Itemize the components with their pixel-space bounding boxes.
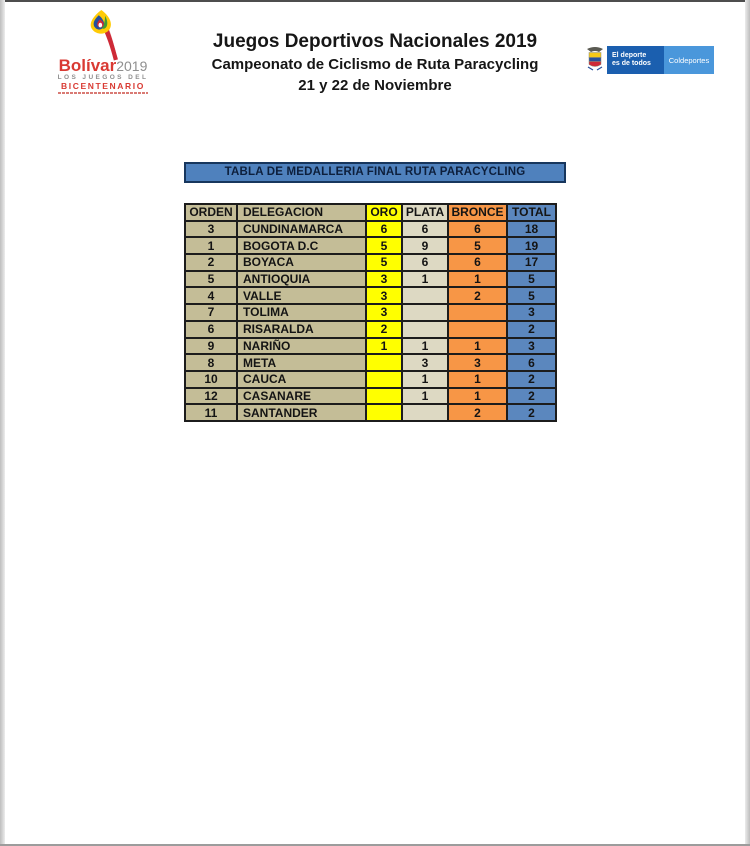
- torch-flame-icon: [66, 10, 144, 62]
- medal-table: [184, 203, 557, 422]
- cell-plata: [402, 404, 448, 421]
- coldeportes-slogan-line2: es de todos: [612, 60, 651, 67]
- colombia-coat-of-arms-icon: [585, 45, 605, 75]
- cell-oro: 5: [366, 254, 402, 271]
- bolivar-logo-year: 2019: [116, 58, 148, 74]
- cell-oro: [366, 371, 402, 388]
- cell-plata: 1: [402, 271, 448, 288]
- column-header-orden: ORDEN: [185, 204, 237, 221]
- bolivar-logo-fineprint: [58, 92, 148, 94]
- cell-oro: 6: [366, 221, 402, 238]
- cell-plata: [402, 321, 448, 338]
- cell-bronce: 2: [448, 287, 507, 304]
- coldeportes-brand-label: Coldeportes: [668, 55, 710, 65]
- cell-delegacion: NARIÑO: [237, 338, 366, 355]
- table-row: [185, 221, 556, 238]
- cell-plata: 3: [402, 354, 448, 371]
- cell-oro: 2: [366, 321, 402, 338]
- table-row: [185, 287, 556, 304]
- cell-bronce: 1: [448, 371, 507, 388]
- cell-orden: 4: [185, 287, 237, 304]
- table-row: [185, 338, 556, 355]
- cell-orden: 12: [185, 388, 237, 405]
- table-row: [185, 404, 556, 421]
- cell-bronce: 6: [448, 221, 507, 238]
- column-header-total: TOTAL: [507, 204, 556, 221]
- cell-oro: [366, 354, 402, 371]
- bolivar-logo-subtitle1: LOS JUEGOS DEL: [57, 74, 149, 81]
- cell-orden: 8: [185, 354, 237, 371]
- document-header: [165, 30, 585, 96]
- cell-bronce: [448, 321, 507, 338]
- cell-bronce: 2: [448, 404, 507, 421]
- bolivar-logo-subtitle2: BICENTENARIO: [61, 81, 145, 91]
- column-header-plata: PLATA: [402, 204, 448, 221]
- table-header-row: [185, 204, 556, 221]
- cell-oro: 3: [366, 271, 402, 288]
- table-row: [185, 388, 556, 405]
- cell-delegacion: TOLIMA: [237, 304, 366, 321]
- table-row: [185, 271, 556, 288]
- cell-orden: 5: [185, 271, 237, 288]
- cell-orden: 7: [185, 304, 237, 321]
- cell-total: 3: [507, 304, 556, 321]
- cell-delegacion: CASANARE: [237, 388, 366, 405]
- cell-delegacion: CUNDINAMARCA: [237, 221, 366, 238]
- cell-delegacion: BOYACA: [237, 254, 366, 271]
- cell-oro: [366, 404, 402, 421]
- cell-total: 2: [507, 321, 556, 338]
- cell-plata: 1: [402, 371, 448, 388]
- cell-plata: [402, 287, 448, 304]
- championship-subtitle: Campeonato de Ciclismo de Ruta Paracycling: [211, 56, 539, 73]
- cell-total: 18: [507, 221, 556, 238]
- cell-total: 5: [507, 287, 556, 304]
- page-left-edge: [0, 0, 5, 846]
- cell-total: 2: [507, 371, 556, 388]
- column-header-oro: ORO: [366, 204, 402, 221]
- event-dates: 21 y 22 de Noviembre: [298, 77, 452, 94]
- cell-total: 19: [507, 237, 556, 254]
- cell-bronce: 1: [448, 271, 507, 288]
- cell-delegacion: META: [237, 354, 366, 371]
- column-header-bronce: BRONCE: [448, 204, 507, 221]
- coldeportes-logo: [585, 45, 714, 75]
- cell-orden: 2: [185, 254, 237, 271]
- cell-delegacion: VALLE: [237, 287, 366, 304]
- cell-oro: 3: [366, 287, 402, 304]
- cell-oro: 3: [366, 304, 402, 321]
- cell-plata: 1: [402, 338, 448, 355]
- cell-bronce: 1: [448, 338, 507, 355]
- cell-delegacion: SANTANDER: [237, 404, 366, 421]
- cell-orden: 6: [185, 321, 237, 338]
- cell-bronce: [448, 304, 507, 321]
- table-row: [185, 354, 556, 371]
- table-row: [185, 237, 556, 254]
- bolivar-logo-name: Bolívar2019: [58, 56, 148, 75]
- cell-oro: 1: [366, 338, 402, 355]
- cell-orden: 9: [185, 338, 237, 355]
- cell-bronce: 5: [448, 237, 507, 254]
- cell-total: 2: [507, 388, 556, 405]
- cell-delegacion: RISARALDA: [237, 321, 366, 338]
- medal-table-body: [185, 221, 556, 421]
- table-row: [185, 304, 556, 321]
- cell-bronce: 1: [448, 388, 507, 405]
- cell-oro: 5: [366, 237, 402, 254]
- cell-plata: 9: [402, 237, 448, 254]
- table-title-banner: TABLA DE MEDALLERIA FINAL RUTA PARACYCLING: [184, 162, 566, 183]
- page-top-edge: [0, 0, 750, 2]
- cell-total: 2: [507, 404, 556, 421]
- cell-orden: 3: [185, 221, 237, 238]
- cell-orden: 11: [185, 404, 237, 421]
- table-row: [185, 254, 556, 271]
- coldeportes-brand-box: [664, 46, 714, 74]
- cell-total: 3: [507, 338, 556, 355]
- cell-oro: [366, 388, 402, 405]
- cell-total: 6: [507, 354, 556, 371]
- cell-bronce: 3: [448, 354, 507, 371]
- bolivar-2019-logo: [44, 10, 162, 102]
- cell-plata: 6: [402, 221, 448, 238]
- column-header-delegacion: DELEGACION: [237, 204, 366, 221]
- cell-bronce: 6: [448, 254, 507, 271]
- coldeportes-slogan-line1: El deporte: [612, 52, 647, 59]
- page-right-edge: [745, 0, 750, 846]
- cell-plata: 1: [402, 388, 448, 405]
- table-row: [185, 371, 556, 388]
- table-row: [185, 321, 556, 338]
- cell-orden: 10: [185, 371, 237, 388]
- cell-delegacion: ANTIOQUIA: [237, 271, 366, 288]
- cell-plata: [402, 304, 448, 321]
- cell-orden: 1: [185, 237, 237, 254]
- coldeportes-slogan-box: [607, 46, 664, 74]
- cell-total: 5: [507, 271, 556, 288]
- event-title: Juegos Deportivos Nacionales 2019: [212, 31, 538, 52]
- cell-delegacion: BOGOTA D.C: [237, 237, 366, 254]
- cell-total: 17: [507, 254, 556, 271]
- cell-delegacion: CAUCA: [237, 371, 366, 388]
- cell-plata: 6: [402, 254, 448, 271]
